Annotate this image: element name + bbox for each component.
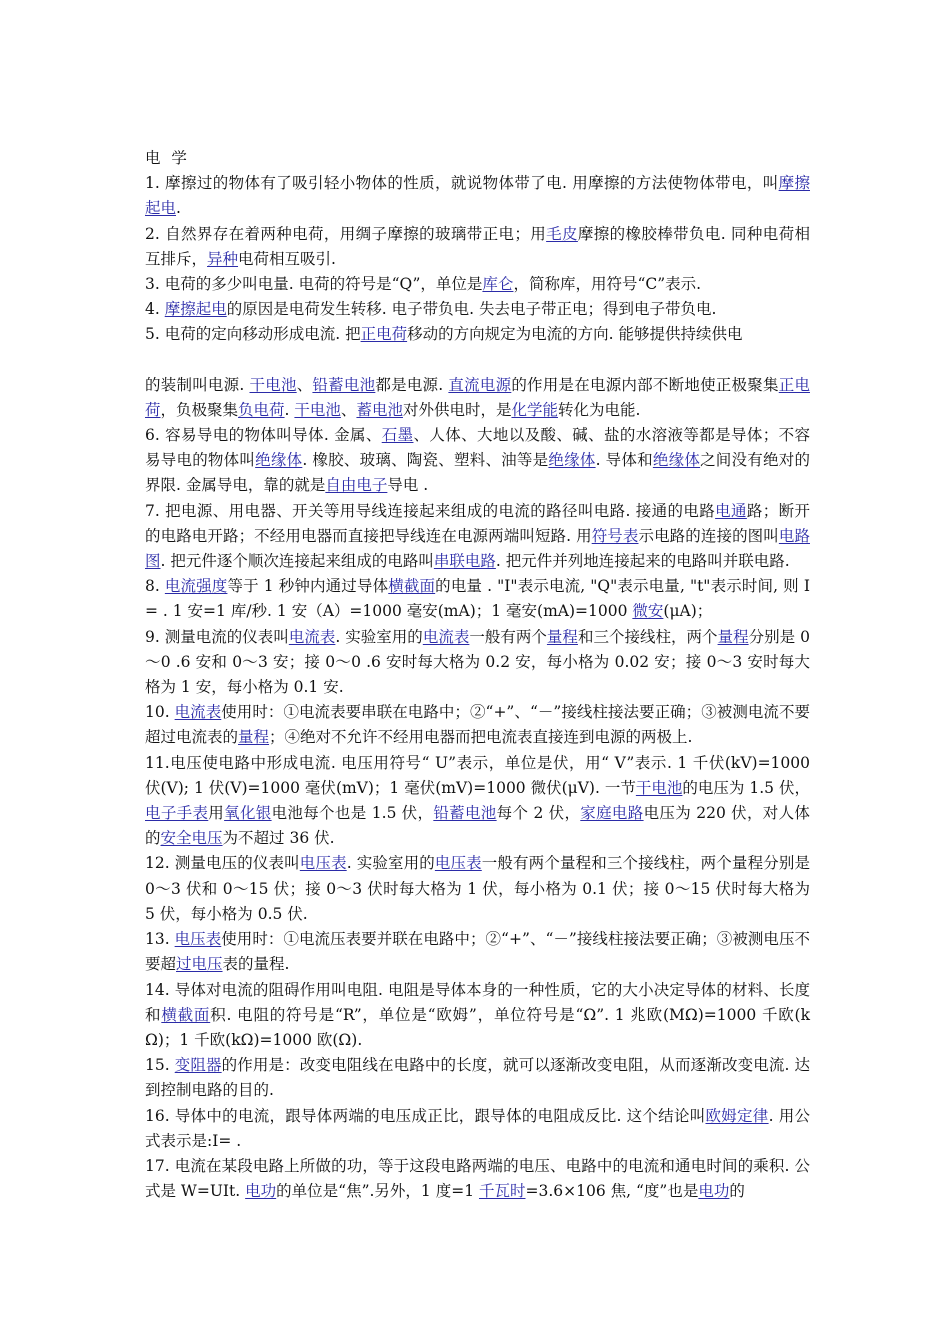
paragraph-text: 的作用是：改变电阻线在电路中的长度，就可以逐渐改变电阻，从而逐渐改变电流. 达到控制电路的目的. xyxy=(145,1056,810,1100)
term-link[interactable]: 过电压 xyxy=(176,955,223,974)
paragraph-p10 xyxy=(145,700,810,750)
term-link[interactable]: 电流表 xyxy=(422,627,470,646)
paragraph-text: 和三个接线柱，两个 xyxy=(577,627,718,646)
term-link[interactable]: 符号表 xyxy=(591,526,639,545)
term-link[interactable]: 电通 xyxy=(715,501,747,520)
term-link[interactable]: 电功 xyxy=(245,1182,277,1201)
term-link[interactable]: 绝缘体 xyxy=(548,451,596,470)
paragraph-text: 电压为 220 伏，对人体的 xyxy=(145,804,810,848)
paragraph-p11 xyxy=(145,751,810,852)
paragraph-text: . 把元件逐个顺次连接起来组成的电路叫 xyxy=(160,552,434,571)
term-link[interactable]: 蓄电池 xyxy=(356,400,403,419)
term-link[interactable]: 化学能 xyxy=(511,400,558,419)
term-link[interactable]: 干电池 xyxy=(294,400,341,419)
term-link[interactable]: 电压表 xyxy=(174,930,222,949)
paragraph-text: 使用时：①电流压表要并联在电路中；②“+”、“－”接线柱接法要正确；③被测电压不要超 xyxy=(145,930,810,974)
paragraph-text: 4. xyxy=(145,300,165,319)
term-link[interactable]: 串联电路 xyxy=(433,552,496,571)
term-link[interactable]: 电压表 xyxy=(299,854,347,873)
paragraph-text: 使用时：①电流表要串联在电路中；②“+”、“－”接线柱接法要正确；③被测电流不要超过电流表的 xyxy=(145,703,810,747)
term-link[interactable]: 干电池 xyxy=(635,778,683,797)
paragraph-text: 等于 1 秒钟内通过导体 xyxy=(227,577,389,596)
paragraph-text: 10. xyxy=(145,703,175,722)
paragraph-text: 7. 把电源、用电器、开关等用导线连接起来组成的电流的路径叫电路. 接通的电路 xyxy=(145,501,716,520)
paragraph-text: 摩擦的橡胶棒带负电. 同种电荷相互排斥， xyxy=(145,224,811,268)
paragraph-text: 2. 自然界存在着两种电荷，用绸子摩擦的玻璃带正电；用 xyxy=(145,224,547,243)
paragraph-text: ；④绝对不允许不经用电器而把电流表直接连到电源的两极上. xyxy=(269,728,693,747)
paragraph-text: 13. xyxy=(145,930,175,949)
paragraph-text: 一般有两个量程和三个接线柱，两个量程分别是 0～3 伏和 0～15 伏；接 0～3 伏时每大格为 1 伏，每小格为 0.1 伏；接 0～15 伏时每大格为 5 伏，每小格为 0.5 伏. xyxy=(145,854,810,923)
paragraph-p4 xyxy=(145,297,810,322)
paragraph-text: . 实验室用的 xyxy=(335,627,423,646)
paragraph-text: . 橡胶、玻璃、陶瓷、塑料、油等是 xyxy=(302,451,549,470)
paragraph-text: 的电量 . "I"表示电流, "Q"表示电量, "t"表示时间, 则 I= . 1 安=1 库/秒. 1 安（A）=1000 毫安(mA)；1 毫安(mA)=1000 xyxy=(145,577,810,621)
term-link[interactable]: 自由电子 xyxy=(325,476,388,495)
term-link[interactable]: 库仑 xyxy=(482,275,514,294)
paragraph-text: 的作用是在电源内部不断地使正极聚集 xyxy=(511,375,779,394)
term-link[interactable]: 电功 xyxy=(698,1182,730,1201)
term-link[interactable]: 电压表 xyxy=(434,854,482,873)
term-link[interactable]: 摩擦起电 xyxy=(164,300,227,319)
term-link[interactable]: 千瓦时 xyxy=(478,1182,526,1201)
term-link[interactable]: 正电荷 xyxy=(360,325,408,344)
paragraph-text: 都是电源. xyxy=(375,375,449,394)
paragraph-text: ，简称库，用符号“C”表示. xyxy=(513,275,702,294)
document-title: 电 学 xyxy=(145,149,190,167)
term-link[interactable]: 变阻器 xyxy=(174,1056,222,1075)
paragraph-text: . xyxy=(284,400,295,419)
paragraph-text: 每个 2 伏， xyxy=(496,804,581,823)
paragraph-p16 xyxy=(145,1104,810,1154)
term-link[interactable]: 横截面 xyxy=(161,1005,211,1024)
paragraph-text: 移动的方向规定为电流的方向. 能够提供持续供电 xyxy=(407,325,743,344)
document-body xyxy=(145,171,810,1204)
term-link[interactable]: 负电荷 xyxy=(238,400,285,419)
paragraph-text: =3.6×106 焦, “度”也是 xyxy=(525,1182,699,1201)
paragraph-p1 xyxy=(145,171,810,221)
paragraph-text: 分别是 0～0 .6 安和 0～3 安；接 0～0 .6 安时每大格为 0.2 安，每小格为 0.02 安；接 0～3 安时每大格为 1 安，每小格为 0.1 安. xyxy=(145,627,810,697)
paragraph-text: 6. 容易导电的物体叫导体. 金属、 xyxy=(145,426,382,445)
paragraph-text: 积. 电阻的符号是“R”，单位是“欧姆”，单位符号是“Ω”. 1 兆欧(MΩ)=1000 千欧(kΩ)；1 千欧(kΩ)=1000 欧(Ω). xyxy=(145,1005,810,1049)
paragraph-p7 xyxy=(145,499,810,575)
paragraph-p12 xyxy=(145,851,810,927)
paragraph-p9 xyxy=(145,625,810,701)
term-link[interactable]: 电子手表 xyxy=(145,804,209,823)
term-link[interactable]: 电路图 xyxy=(145,526,810,571)
term-link[interactable]: 正电荷 xyxy=(145,375,810,419)
paragraph-text: 5. 电荷的定向移动形成电流. 把 xyxy=(145,325,361,344)
paragraph-text: 的电压为 1.5 伏， xyxy=(682,778,810,797)
paragraph-text: . 把元件并列地连接起来的电路叫并联电路. xyxy=(495,552,790,571)
paragraph-text: ，负极聚集 xyxy=(160,400,239,419)
term-link[interactable]: 电流表 xyxy=(174,703,222,722)
paragraph-text: 、 xyxy=(296,375,313,394)
paragraph-text: 一般有两个 xyxy=(469,627,547,646)
paragraph-text: 的原因是电荷发生转移. 电子带负电. 失去电子带正电；得到电子带负电. xyxy=(226,300,717,319)
paragraph-text: 电荷相互吸引. xyxy=(238,249,336,268)
paragraph-text: 、人体、大地以及酸、碱、盐的水溶液等都是导体；不容易导电的物体叫 xyxy=(145,426,810,470)
term-link[interactable]: 家庭电路 xyxy=(580,804,644,823)
paragraph-text: 1. 摩擦过的物体有了吸引轻小物体的性质，就说物体带了电. 用摩擦的方法使物体带电，叫 xyxy=(145,174,779,193)
paragraph-text: 电池每个也是 1.5 伏， xyxy=(271,804,434,823)
paragraph-text: (μA)； xyxy=(663,602,713,621)
term-link[interactable]: 量程 xyxy=(717,627,749,646)
term-link[interactable]: 摩擦起电 xyxy=(145,174,810,218)
paragraph-p13 xyxy=(145,927,810,977)
paragraph-text: . 用公式表示是:I= . xyxy=(145,1106,810,1150)
term-link[interactable]: 电流表 xyxy=(288,627,336,646)
term-link[interactable]: 铅蓄电池 xyxy=(312,375,376,394)
paragraph-text: 8. xyxy=(145,577,165,596)
paragraph-text: . 导体和 xyxy=(595,451,653,470)
paragraph-text: 为不超过 36 伏. xyxy=(222,829,335,848)
page-break-gap xyxy=(145,348,810,373)
paragraph-p17 xyxy=(145,1154,810,1204)
term-link[interactable]: 铅蓄电池 xyxy=(433,804,497,823)
term-link[interactable]: 欧姆定律 xyxy=(705,1106,769,1125)
term-link[interactable]: 电流强度 xyxy=(164,577,228,596)
paragraph-text: . xyxy=(176,199,181,218)
paragraph-text: 、 xyxy=(340,400,357,419)
paragraph-text: 对外供电时，是 xyxy=(402,400,512,419)
paragraph-text: 转化为电能. xyxy=(557,400,641,419)
paragraph-text: 示电路的连接的图叫 xyxy=(638,526,779,545)
term-link[interactable]: 量程 xyxy=(238,728,270,747)
paragraph-text: 的装制叫电源. xyxy=(145,375,250,394)
paragraph-text: 的 xyxy=(729,1182,745,1201)
paragraph-text: 16. 导体中的电流，跟导体两端的电压成正比，跟导体的电阻成反比. 这个结论叫 xyxy=(145,1106,706,1125)
term-link[interactable]: 石墨 xyxy=(381,426,414,445)
paragraph-text: 导电 . xyxy=(387,476,429,495)
term-link[interactable]: 毛皮 xyxy=(546,224,578,243)
term-link[interactable]: 安全电压 xyxy=(160,829,223,848)
term-link[interactable]: 横截面 xyxy=(388,577,436,596)
term-link[interactable]: 干电池 xyxy=(249,375,297,394)
term-link[interactable]: 微安 xyxy=(632,602,664,621)
term-link[interactable]: 异种 xyxy=(207,249,239,268)
paragraph-p5 xyxy=(145,322,810,347)
paragraph-text: 的单位是“焦”.另外，1 度=1 xyxy=(276,1182,479,1201)
paragraph-p3 xyxy=(145,272,810,297)
paragraph-text: 路；断开的电路电开路；不经用电器而直接把导线连在电源两端叫短路. 用 xyxy=(145,501,810,545)
paragraph-text: 14. 导体对电流的阻碍作用叫电阻. 电阻是导体本身的一种性质，它的大小决定导体的材料、长度和 xyxy=(145,980,810,1024)
term-link[interactable]: 量程 xyxy=(546,627,578,646)
paragraph-text: 11.电压使电路中形成电流. 电压用符号“ U”表示，单位是伏，用“ V”表示. 1 千伏(kV)=1000 伏(V); 1 伏(V)=1000 毫伏(mV)；1 毫伏(mV)=1000 微伏(μV). 一节 xyxy=(145,753,810,797)
paragraph-p15 xyxy=(145,1053,810,1103)
paragraph-text: 15. xyxy=(145,1056,175,1075)
paragraph-text: 用 xyxy=(208,804,225,823)
term-link[interactable]: 绝缘体 xyxy=(255,451,303,470)
paragraph-p6 xyxy=(145,423,810,499)
paragraph-text: 之间没有绝对的界限. 金属导电，靠的就是 xyxy=(145,451,810,495)
paragraph-text: 9. 测量电流的仪表叫 xyxy=(145,627,289,646)
paragraph-text: 3. 电荷的多少叫电量. 电荷的符号是“Q”，单位是 xyxy=(145,275,483,294)
paragraph-p8 xyxy=(145,574,810,624)
term-link[interactable]: 直流电源 xyxy=(448,375,512,394)
paragraph-p5b xyxy=(145,373,810,423)
paragraph-text: 17. 电流在某段电路上所做的功，等于这段电路两端的电压、电路中的电流和通电时间的乘积. 公式是 W=UIt. xyxy=(145,1156,810,1201)
paragraph-text: 表的量程. xyxy=(222,955,290,974)
paragraph-text: 12. 测量电压的仪表叫 xyxy=(145,854,300,873)
paragraph-p14 xyxy=(145,978,810,1054)
paragraph-text: . 实验室用的 xyxy=(346,854,435,873)
paragraph-p2 xyxy=(145,222,810,272)
term-link[interactable]: 氧化银 xyxy=(224,804,272,823)
term-link[interactable]: 绝缘体 xyxy=(652,451,701,470)
